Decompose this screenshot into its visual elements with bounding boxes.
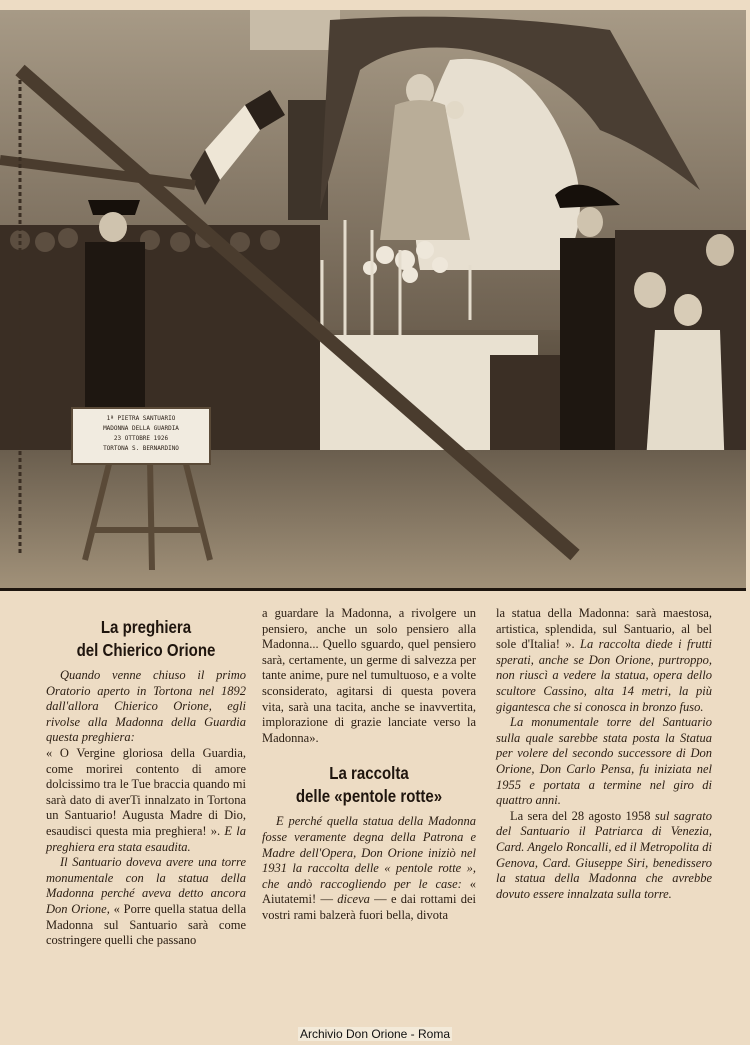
statue-text: la statua della Madonna: sarà maestosa, artistica, splendida, sul Santuario, al bel sole d'Italia! ». (496, 606, 712, 652)
collection-quote-start: « Aiutatemi! — (262, 876, 477, 907)
blessing-date: La sera del 28 agosto 1958 (510, 808, 651, 823)
photo-illustration (0, 10, 746, 588)
prayer-paragraph (46, 746, 246, 855)
collection-diceva: diceva (337, 892, 370, 907)
statue-paragraph (496, 606, 712, 715)
text-column-1 (46, 606, 246, 949)
tower-construction-paragraph: La monumentale torre del Santuario sulla quale sarebbe stata posta la Statua per volere del secondo successore di Don Orione, Don Carlo Pensa, fu iniziata nel 1955 e portata a termine nel giro di quattro anni. (496, 715, 712, 808)
intro-paragraph: Quando venne chiuso il primo Oratorio aperto in Tortona nel 1892 dall'allora Chierico Orione, egli rivolse alla Madonna della Guardia questa preghiera: (46, 668, 246, 745)
placard-line-2: MADONNA DELLA GUARDIA (103, 425, 179, 432)
tower-quote: « Porre quella statua della Madonna sul Santuario sarà come costringere quelli che passano (46, 901, 246, 948)
archive-label: Archivio Don Orione - Roma (299, 1027, 451, 1041)
tower-text: Il Santuario doveva avere una torre monumentale con la statua della Madonna perché aveva detto ancora Don Orione, (46, 855, 246, 916)
prayer-text: « O Vergine gloriosa della Guardia, come morirei contento di amore dolcissimo tra le Tue braccia quando mi sarà dato di averTi innalzato in Tortona un Santuario! Augusta Madre di Dio, esaudisci questa mia preghiera! ». (46, 745, 246, 838)
heading-line: delle «pentole rotte» (295, 786, 443, 807)
placard-line-1: 1ª PIETRA SANTUARIO (106, 415, 176, 422)
heading-line: La raccolta (329, 763, 409, 784)
placard-line-4: TORTONA S. BERNARDINO (103, 445, 179, 452)
statue-italic: La raccolta diede i frutti sperati, anche se Don Orione, purtroppo, non riuscì a vedere la statua, opera dello scultore Cassino, alta 14 metri, la più gigantesca che si conosca in bronzo fuso. (496, 637, 712, 714)
section-heading-preghiera (60, 616, 232, 662)
heading-line: La preghiera (100, 617, 192, 637)
tower-paragraph (46, 855, 246, 949)
prayer-note: E la preghiera era stata esaudita. (46, 823, 246, 854)
continuation-paragraph: a guardare la Madonna, a rivolgere un pensiero, anche un solo pensiero alla Madonna... Quello sguardo, quel pensiero sarà, certamente, un germe di salvezza per tante anime, pure nel tumultuoso, e a volte sconsiderato, agitarsi di questa povera vita, sarà una tacita, anche se inavvertita, implorazione di grazie lanciate verso la Madonna». (262, 606, 476, 745)
collection-paragraph (262, 814, 476, 923)
collection-text: E perché quella statua della Madonna fosse veramente degna della Patrona e Madre dell'Opera, Don Orione iniziò nel 1931 la raccolta delle « pentole rotte », che andò raccogliendo per le case: (262, 814, 476, 891)
blessing-text: sul sagrato del Santuario il Patriarca di Venezia, Card. Angelo Roncalli, ed il Metropolita di Genova, Card. Giuseppe Siri, benedissero la statua della Madonna che avrebbe dovuto essere innalzata sulla torre. (496, 808, 713, 901)
collection-quote-end: — e dai rottami dei vostri rami balzerà fuori bella, divota (262, 892, 477, 922)
heading-line: del Chierico Orione (76, 640, 216, 660)
archive-footer (0, 1027, 750, 1041)
ground (0, 450, 746, 588)
text-column-2 (262, 606, 476, 924)
procession-photo (0, 10, 746, 591)
placard-line-3: 23 OTTOBRE 1926 (113, 435, 169, 442)
section-heading-raccolta (277, 762, 461, 808)
text-column-3 (496, 606, 712, 902)
carabiniere-left (85, 242, 145, 412)
blessing-paragraph (496, 809, 712, 903)
